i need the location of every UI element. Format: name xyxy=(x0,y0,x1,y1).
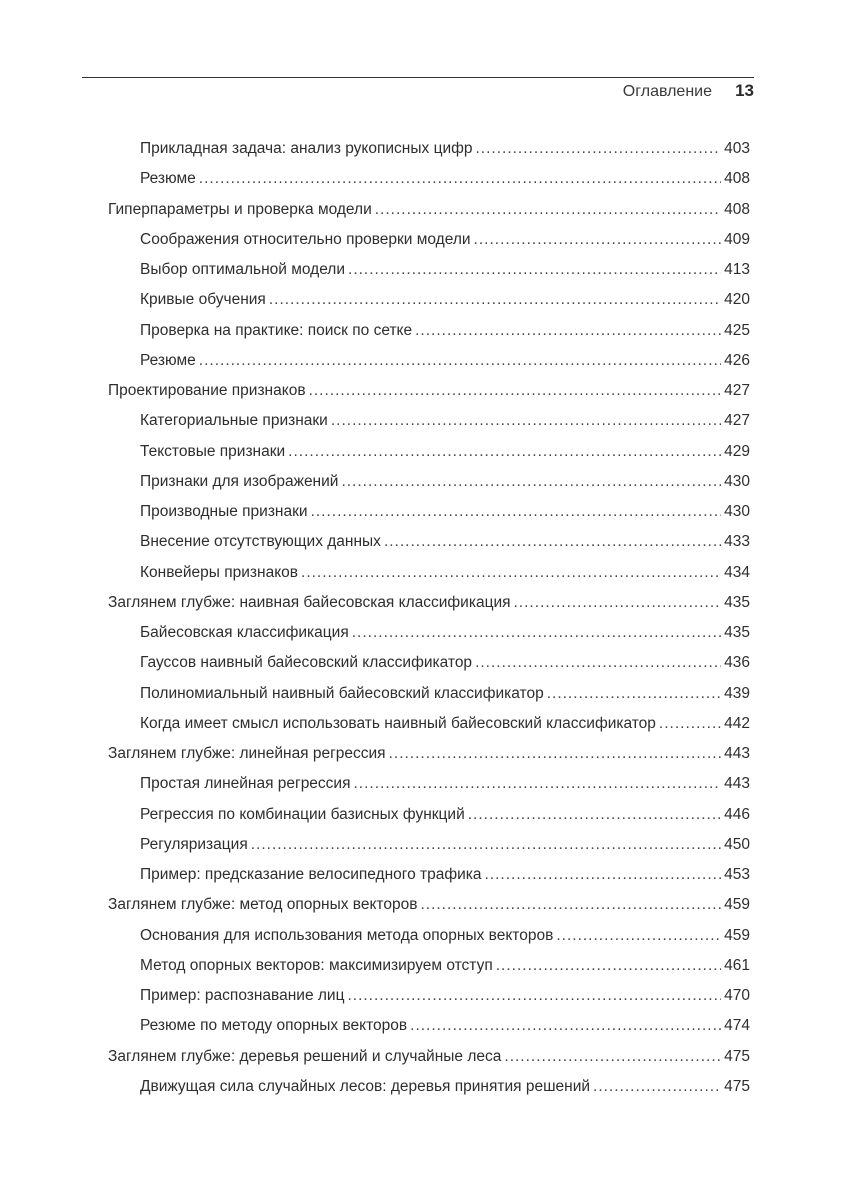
toc-subsection-entry[interactable] xyxy=(108,412,750,442)
toc-section-entry[interactable] xyxy=(108,896,750,926)
toc-entry-page: 408 xyxy=(724,200,750,218)
toc-entry-page: 409 xyxy=(724,230,750,248)
toc-dot-leader xyxy=(475,140,721,158)
toc-subsection-entry[interactable] xyxy=(108,715,750,745)
toc-dot-leader xyxy=(352,624,721,642)
toc-subsection-entry[interactable] xyxy=(108,443,750,473)
page-number: 13 xyxy=(735,81,754,100)
toc-subsection-entry[interactable] xyxy=(108,533,750,563)
toc-entry-title: Внесение отсутствующих данных xyxy=(140,533,381,551)
toc-entry-page: 433 xyxy=(724,533,750,551)
toc-subsection-entry[interactable] xyxy=(108,654,750,684)
toc-entry-page: 443 xyxy=(724,745,750,762)
toc-dot-leader xyxy=(496,957,721,975)
toc-entry-title: Кривые обучения xyxy=(140,291,266,309)
toc-entry-page: 413 xyxy=(724,261,750,278)
toc-dot-leader xyxy=(420,896,721,914)
toc-dot-leader xyxy=(199,170,721,188)
toc-entry-page: 425 xyxy=(724,321,750,339)
toc-dot-leader xyxy=(353,775,721,793)
toc-entry-title: Категориальные признаки xyxy=(140,412,328,430)
toc-dot-leader xyxy=(199,352,721,370)
toc-entry-page: 430 xyxy=(724,503,750,520)
toc-entry-title: Производные признаки xyxy=(140,503,308,520)
toc-subsection-entry[interactable] xyxy=(108,1017,750,1047)
toc-dot-leader xyxy=(301,564,721,582)
toc-subsection-entry[interactable] xyxy=(108,685,750,715)
toc-subsection-entry[interactable] xyxy=(108,1078,750,1108)
section-title: Оглавление xyxy=(622,83,712,100)
toc-entry-page: 461 xyxy=(724,956,750,974)
toc-section-entry[interactable] xyxy=(108,201,750,231)
toc-entry-title: Резюме xyxy=(140,351,196,369)
toc-entry-page: 430 xyxy=(724,472,750,490)
header-rule xyxy=(82,77,754,78)
toc-subsection-entry[interactable] xyxy=(108,957,750,987)
toc-subsection-entry[interactable] xyxy=(108,322,750,352)
toc-entry-title: Конвейеры признаков xyxy=(140,563,299,581)
toc-dot-leader xyxy=(415,322,721,340)
toc-dot-leader xyxy=(384,533,721,551)
toc-entry-page: 459 xyxy=(724,896,750,914)
toc-entry-title: Байесовская классификация xyxy=(140,624,349,641)
toc-entry-title: Гауссов наивный байесовский классификатор xyxy=(140,654,473,672)
toc-entry-page: 427 xyxy=(724,382,750,399)
toc-entry-title: Основания для использования метода опорных векторов xyxy=(140,926,554,944)
running-header xyxy=(82,81,754,105)
toc-dot-leader xyxy=(504,1048,721,1066)
toc-entry-page: 475 xyxy=(724,1047,750,1065)
toc-entry-page: 435 xyxy=(724,624,750,641)
toc-entry-title: Заглянем глубже: линейная регрессия xyxy=(108,745,386,762)
toc-entry-page: 443 xyxy=(724,775,750,793)
toc-dot-leader xyxy=(348,261,721,279)
toc-entry-title: Проверка на практике: поиск по сетке xyxy=(140,321,413,339)
toc-entry-title: Регрессия по комбинации базисных функций xyxy=(140,805,465,823)
toc-subsection-entry[interactable] xyxy=(108,987,750,1017)
toc-entry-page: 408 xyxy=(724,170,750,188)
toc-entry-title: Заглянем глубже: наивная байесовская классификация xyxy=(108,593,511,611)
toc-entry-page: 453 xyxy=(724,866,750,883)
toc-entry-page: 470 xyxy=(724,987,750,1004)
toc-dot-leader xyxy=(474,231,722,249)
toc-entry-page: 420 xyxy=(724,291,750,309)
toc-subsection-entry[interactable] xyxy=(108,624,750,654)
toc-entry-title: Резюме по методу опорных векторов xyxy=(140,1017,408,1035)
toc-entry-title: Регуляризация xyxy=(140,835,248,853)
toc-section-entry[interactable] xyxy=(108,1048,750,1078)
toc-section-entry[interactable] xyxy=(108,594,750,624)
toc-subsection-entry[interactable] xyxy=(108,564,750,594)
toc-entry-title: Резюме xyxy=(140,170,196,188)
toc-subsection-entry[interactable] xyxy=(108,291,750,321)
toc-entry-page: 435 xyxy=(724,593,750,611)
toc-dot-leader xyxy=(288,443,721,461)
toc-entry-page: 442 xyxy=(724,714,750,732)
toc-dot-leader xyxy=(468,806,721,824)
toc-subsection-entry[interactable] xyxy=(108,775,750,805)
toc-entry-title: Когда имеет смысл использовать наивный байесовский классификатор xyxy=(140,714,656,732)
toc-dot-leader xyxy=(375,201,721,219)
toc-section-entry[interactable] xyxy=(108,382,750,412)
toc-dot-leader xyxy=(475,654,721,672)
toc-entry-page: 450 xyxy=(724,835,750,853)
toc-dot-leader xyxy=(556,927,721,945)
toc-entry-page: 439 xyxy=(724,684,750,702)
toc-entry-page: 427 xyxy=(724,412,750,430)
toc-entry-title: Выбор оптимальной модели xyxy=(140,261,346,278)
toc-subsection-entry[interactable] xyxy=(108,503,750,533)
toc-dot-leader xyxy=(659,715,721,733)
toc-entry-title: Заглянем глубже: метод опорных векторов xyxy=(108,896,418,914)
toc-subsection-entry[interactable] xyxy=(108,231,750,261)
toc-entry-page: 436 xyxy=(724,654,750,672)
toc-dot-leader xyxy=(251,836,721,854)
toc-subsection-entry[interactable] xyxy=(108,170,750,200)
toc-entry-title: Пример: предсказание велосипедного трафика xyxy=(140,866,482,883)
toc-dot-leader xyxy=(485,866,722,884)
toc-entry-title: Простая линейная регрессия xyxy=(140,775,351,793)
toc-subsection-entry[interactable] xyxy=(108,352,750,382)
toc-entry-page: 474 xyxy=(724,1017,750,1035)
toc-section-entry[interactable] xyxy=(108,745,750,775)
toc-entry-title: Соображения относительно проверки модели xyxy=(140,230,471,248)
toc-entry-title: Заглянем глубже: деревья решений и случайные леса xyxy=(108,1047,502,1065)
toc-entry-page: 429 xyxy=(724,442,750,460)
toc-subsection-entry[interactable] xyxy=(108,261,750,291)
toc-entry-title: Проектирование признаков xyxy=(108,382,306,399)
toc-entry-page: 475 xyxy=(724,1077,750,1095)
toc-entry-title: Текстовые признаки xyxy=(140,442,286,460)
toc-entry-page: 434 xyxy=(724,563,750,581)
toc-subsection-entry[interactable] xyxy=(108,927,750,957)
toc-dot-leader xyxy=(389,745,722,763)
toc-dot-leader xyxy=(341,473,721,491)
toc-entry-title: Пример: распознавание лиц xyxy=(140,987,345,1004)
toc-subsection-entry[interactable] xyxy=(108,140,750,170)
toc-dot-leader xyxy=(593,1078,721,1096)
toc-entry-page: 426 xyxy=(724,351,750,369)
toc-entry-title: Признаки для изображений xyxy=(140,472,339,490)
toc-dot-leader xyxy=(269,291,721,309)
toc-dot-leader xyxy=(547,685,721,703)
toc-entry-page: 459 xyxy=(724,926,750,944)
toc-entry-title: Движущая сила случайных лесов: деревья принятия решений xyxy=(140,1077,591,1095)
toc-subsection-entry[interactable] xyxy=(108,473,750,503)
toc-entry-page: 403 xyxy=(724,140,750,157)
toc-entry-title: Гиперпараметры и проверка модели xyxy=(108,200,372,218)
table-of-contents xyxy=(108,140,750,1108)
toc-dot-leader xyxy=(331,412,721,430)
toc-entry-title: Полиномиальный наивный байесовский классификатор xyxy=(140,684,544,702)
toc-dot-leader xyxy=(410,1017,721,1035)
toc-subsection-entry[interactable] xyxy=(108,806,750,836)
toc-entry-title: Метод опорных векторов: максимизируем отступ xyxy=(140,956,493,974)
toc-dot-leader xyxy=(347,987,721,1005)
toc-subsection-entry[interactable] xyxy=(108,866,750,896)
toc-entry-page: 446 xyxy=(724,805,750,823)
toc-subsection-entry[interactable] xyxy=(108,836,750,866)
toc-dot-leader xyxy=(311,503,722,521)
toc-entry-title: Прикладная задача: анализ рукописных цифр xyxy=(140,140,473,157)
toc-dot-leader xyxy=(514,594,722,612)
toc-dot-leader xyxy=(309,382,722,400)
